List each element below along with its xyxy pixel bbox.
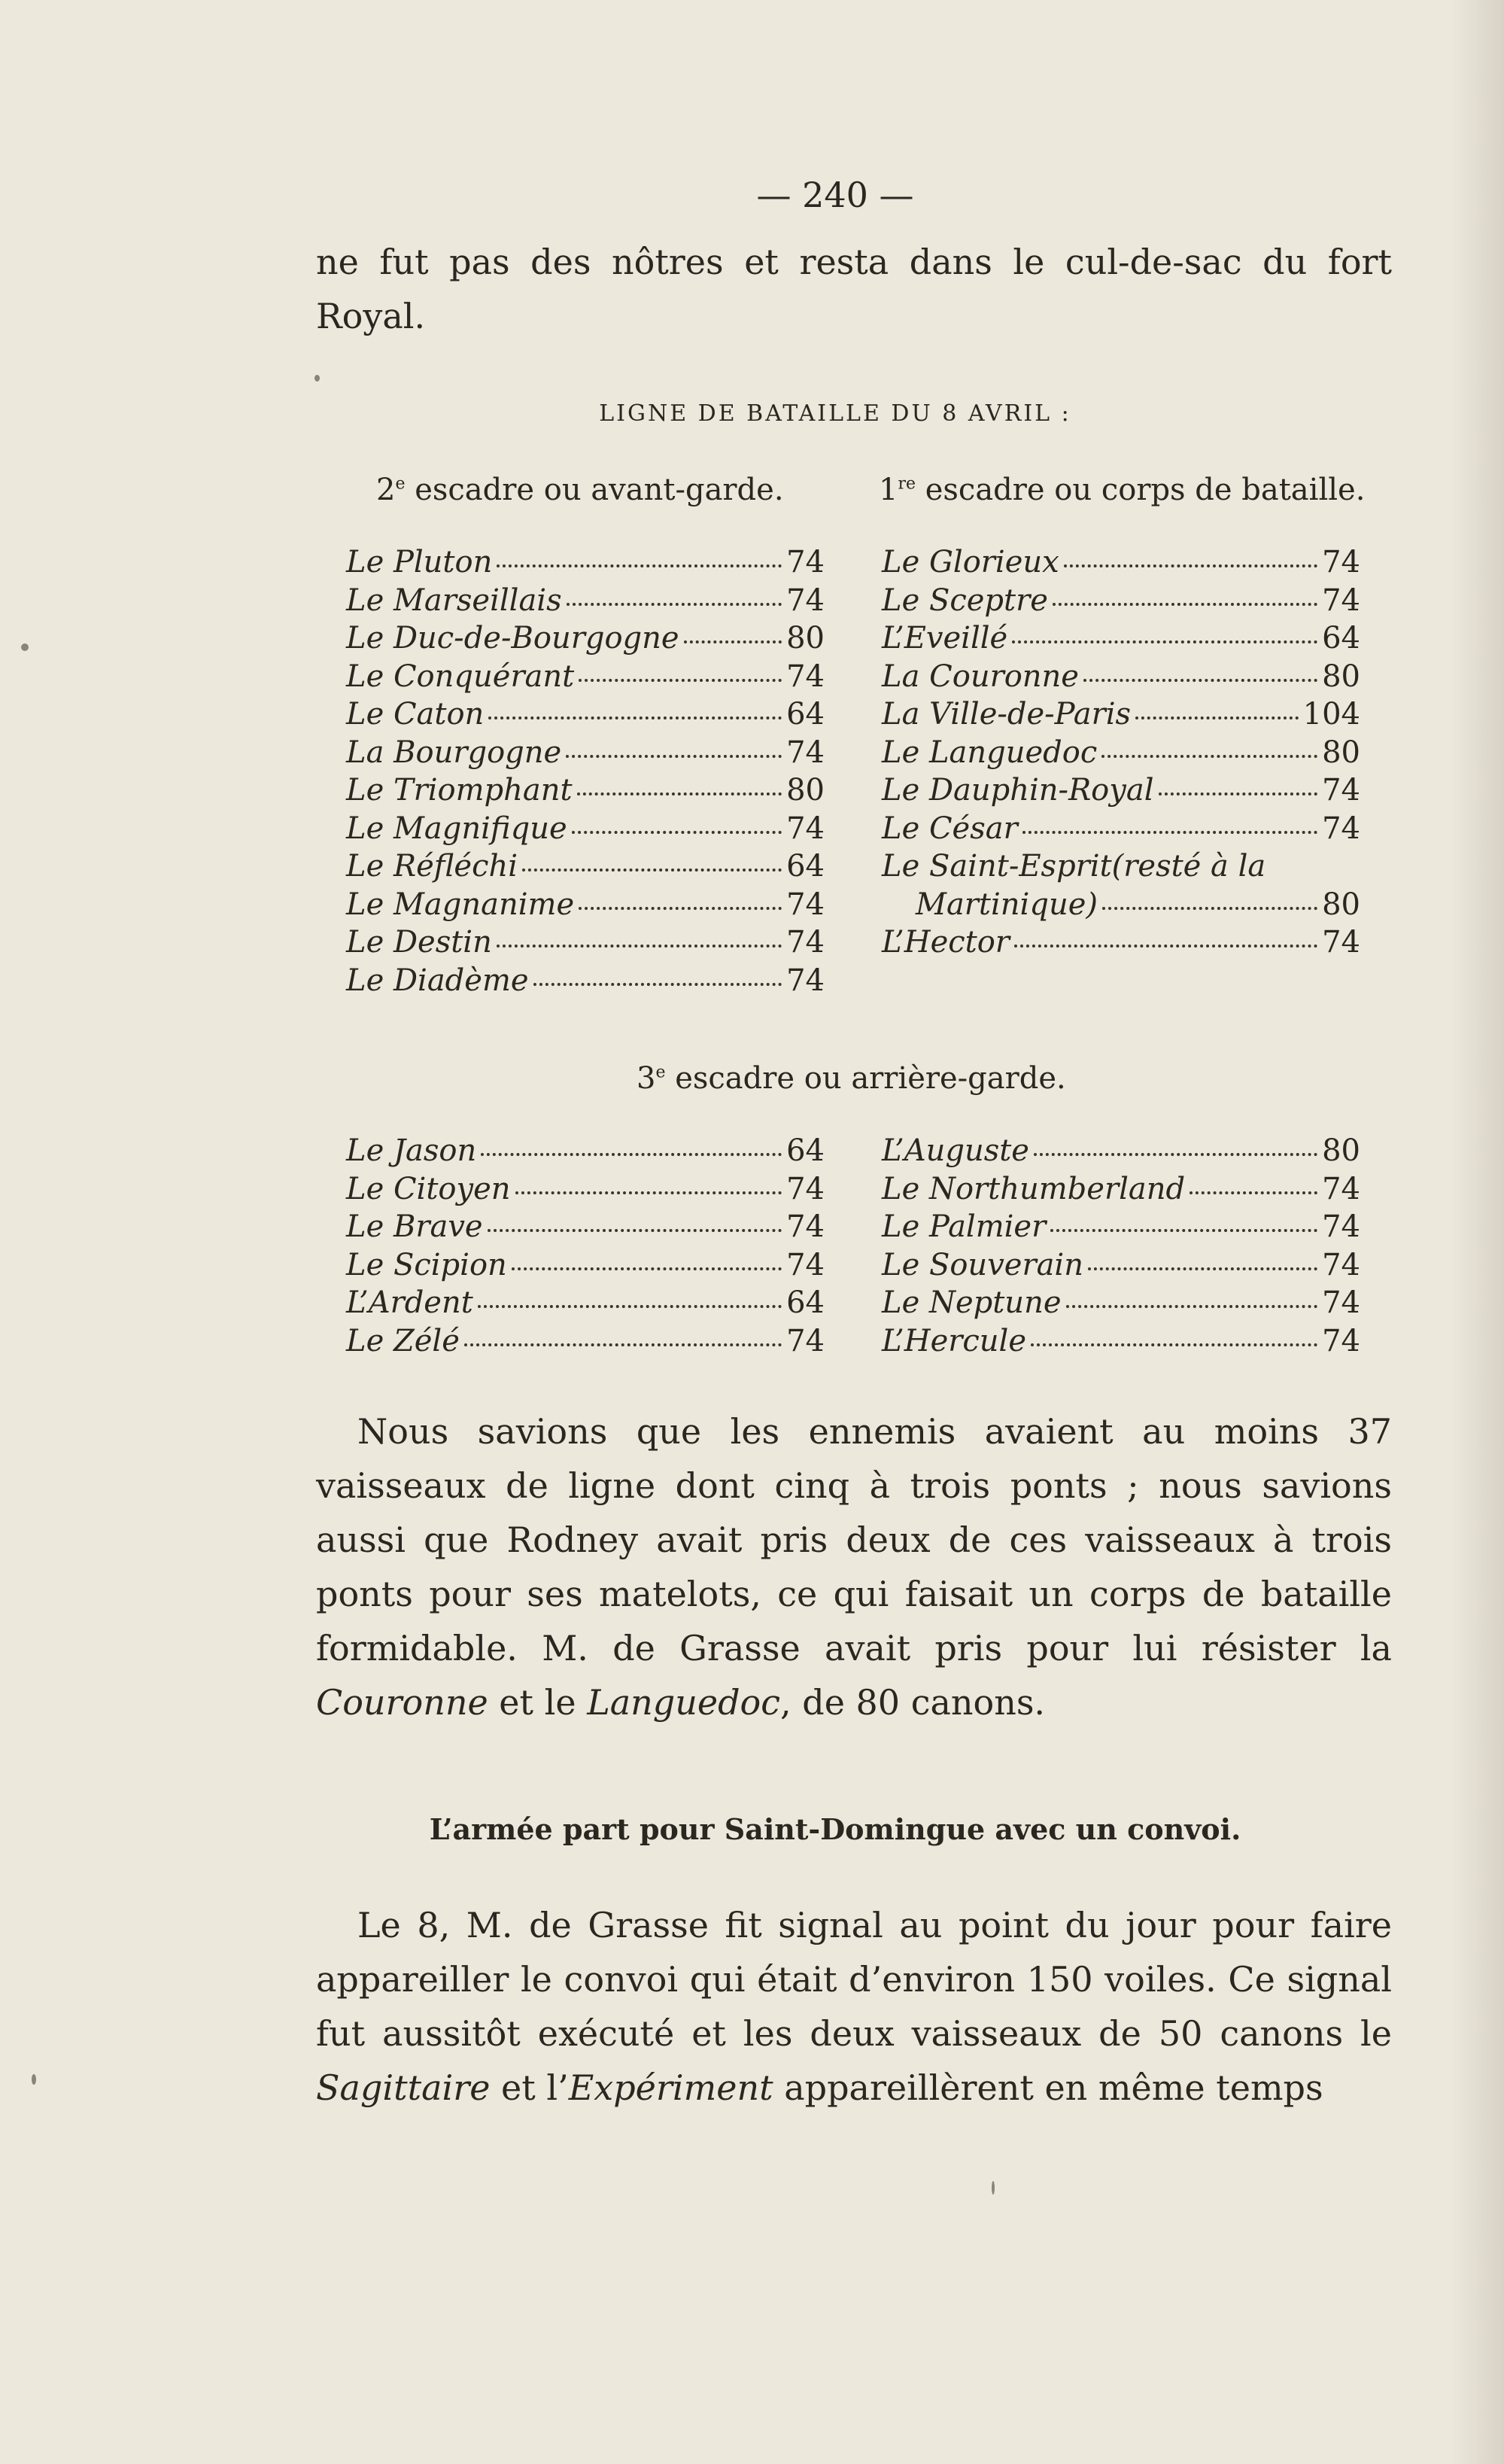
ship-row: Le Réfléchi 64 bbox=[346, 849, 825, 884]
ship-row: Le Magnanime 74 bbox=[346, 887, 825, 922]
section-heading: L’armée part pour Saint-Domingue avec un convoi. bbox=[429, 1812, 1241, 1846]
paper-speck bbox=[992, 2181, 995, 2195]
ship-row: Le Jason 64 bbox=[346, 1133, 825, 1168]
ship-row: L’Hercule 74 bbox=[882, 1323, 1360, 1358]
ship-row: Le Destin 74 bbox=[346, 925, 825, 960]
ship-row: Le Duc-de-Bourgogne 80 bbox=[346, 621, 825, 656]
ship-row: Le Conquérant 74 bbox=[346, 659, 825, 694]
intro-text: ne fut pas des nôtres et resta dans le cul-de-sac du fort Royal. bbox=[316, 242, 1392, 336]
squadron-1-list bbox=[882, 543, 1360, 962]
ship-row: Le Caton 64 bbox=[346, 697, 825, 732]
ship-row: Le Saint-Esprit (resté à la bbox=[882, 849, 1266, 884]
ship-row: Le Glorieux 74 bbox=[882, 545, 1360, 579]
ship-row: Le Souverain 74 bbox=[882, 1247, 1360, 1282]
ship-row: L’Auguste 80 bbox=[882, 1133, 1360, 1168]
page-number: — 240 — bbox=[756, 175, 914, 215]
squadron-3-left-list bbox=[346, 1132, 825, 1360]
ship-row: Le Zélé 74 bbox=[346, 1323, 825, 1358]
ship-row: Le Diadème 74 bbox=[346, 963, 825, 998]
ship-row: L’Eveillé 64 bbox=[882, 621, 1360, 656]
squadron-2-list bbox=[346, 543, 825, 999]
paragraph-2: Le 8, M. de Grasse fit signal au point du jour pour faire appareiller le convoi qui était d’environ 150 voiles. Ce signal fut aussitôt exécuté et les deux vaisseaux de 50 canons le Sagittaire et l’Expériment appareillèrent en même temps bbox=[316, 1905, 1392, 2108]
paragraph-1: Nous savions que les ennemis avaient au moins 37 vaisseaux de ligne dont cinq à trois ponts ; nous savions aussi que Rodney avait pris deux de ces vaisseaux à trois ponts pour ses matelots, ce qui faisait un corps de bataille formidable. M. de Grasse avait pris pour lui résister la Couronne et le Languedoc, de 80 canons. bbox=[316, 1411, 1392, 1723]
ship-row: Le Northumberland 74 bbox=[882, 1171, 1360, 1206]
squadron-2-title: 2e escadre ou avant-garde. bbox=[376, 473, 784, 507]
battle-line-heading: LIGNE DE BATAILLE DU 8 AVRIL : bbox=[599, 400, 1071, 427]
ship-row: L’Ardent 64 bbox=[346, 1285, 825, 1320]
ship-row: Le Brave 74 bbox=[346, 1209, 825, 1244]
squadron-1-title: 1re escadre ou corps de bataille. bbox=[879, 473, 1366, 507]
ship-row: L’Hector 74 bbox=[882, 925, 1360, 960]
ship-row: La Ville-de-Paris 104 bbox=[882, 697, 1360, 732]
ship-row: Le Dauphin-Royal 74 bbox=[882, 773, 1360, 808]
page-edge-shadow bbox=[1451, 0, 1504, 2464]
ship-row: Martinique) 80 bbox=[916, 887, 1360, 922]
ship-row: Le Citoyen 74 bbox=[346, 1171, 825, 1206]
ship-row: Le Magnifique 74 bbox=[346, 811, 825, 846]
paper-speck bbox=[21, 643, 29, 651]
squadron-3-title: 3e escadre ou arrière-garde. bbox=[637, 1061, 1066, 1096]
ship-row: La Bourgogne 74 bbox=[346, 735, 825, 770]
ship-row: Le Triomphant 80 bbox=[346, 773, 825, 808]
ship-row: Le Sceptre 74 bbox=[882, 583, 1360, 618]
ship-row: Le Palmier 74 bbox=[882, 1209, 1360, 1244]
ship-row: Le Neptune 74 bbox=[882, 1285, 1360, 1320]
paper-speck bbox=[32, 2074, 36, 2085]
paper-speck bbox=[314, 375, 320, 382]
ship-row: Le César 74 bbox=[882, 811, 1360, 846]
ship-row: Le Languedoc 80 bbox=[882, 735, 1360, 770]
ship-row: Le Marseillais 74 bbox=[346, 583, 825, 618]
ship-row: Le Pluton 74 bbox=[346, 545, 825, 579]
ship-row: Le Scipion 74 bbox=[346, 1247, 825, 1282]
squadron-3-right-list bbox=[882, 1132, 1360, 1360]
ship-row: La Couronne 80 bbox=[882, 659, 1360, 694]
